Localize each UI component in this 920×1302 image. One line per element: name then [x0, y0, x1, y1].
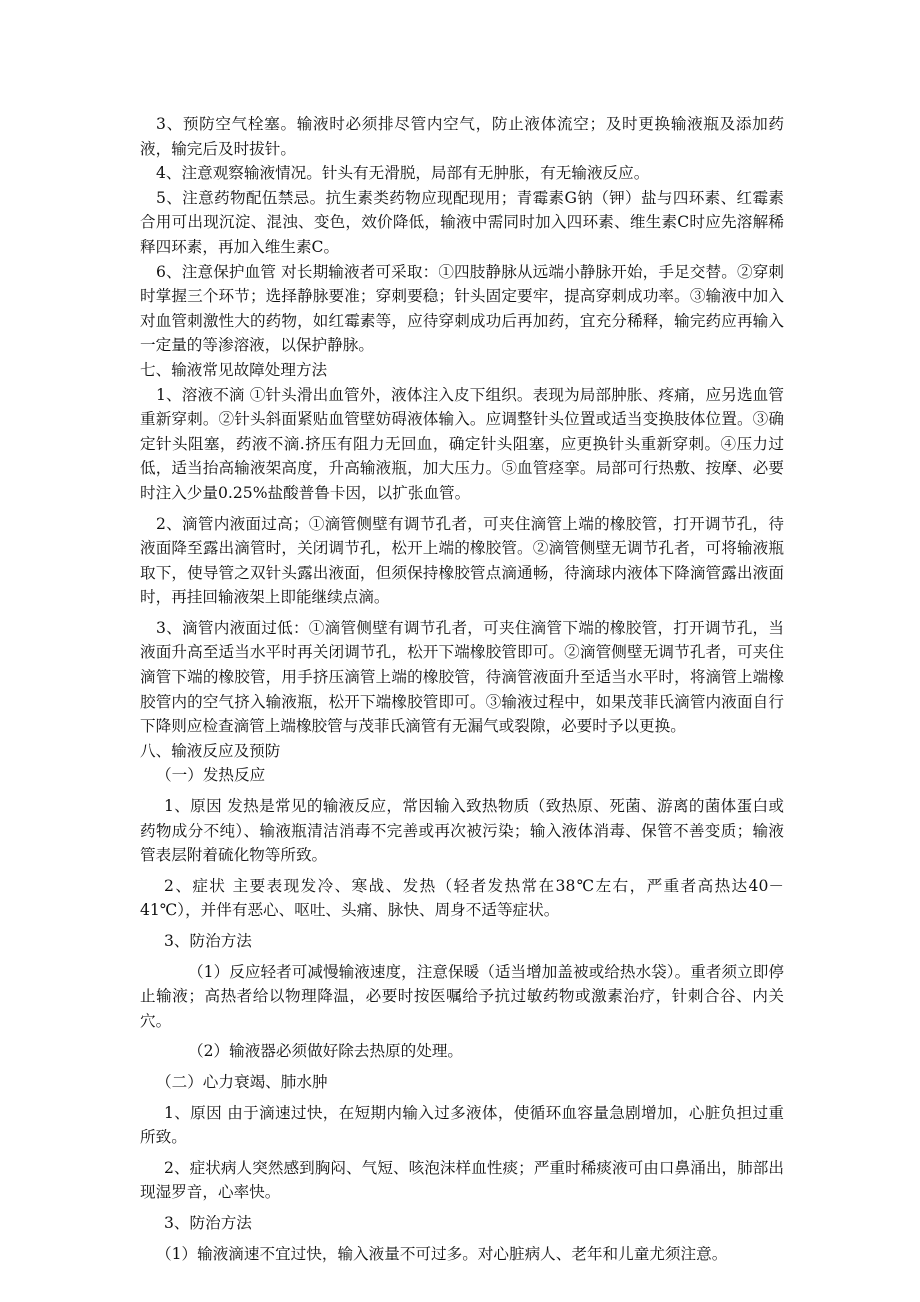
paragraph-heart-failure-symptoms: 2、症状病人突然感到胸闷、气短、咳泡沫样血性痰；严重时稀痰液可由口鼻涌出，肺部出现湿罗音，心率快。: [140, 1158, 784, 1202]
paragraph-no-drip: 1、溶液不滴 ①针头滑出血管外，液体注入皮下组织。表现为局部肿胀、疼痛，应另选血管重新穿刺。②针头斜面紧贴血管壁妨碍液体输入。应调整针头位置或适当变换肢体位置。③确定针头阻塞，药液不滴.挤压有阻力无回血，确定针头阻塞，应更换针头重新穿刺。④压力过低，适当抬高输液架高度，升高输液瓶，加大压力。⑤血管痉挛。局部可行热敷、按摩、必要时注入少量0.25%盐酸普鲁卡因，以扩张血管。: [140, 385, 784, 502]
paragraph-air-embolism: 3、预防空气栓塞。输液时必须排尽管内空气，防止液体流空；及时更换输液瓶及添加药液，输完后及时拔针。: [140, 115, 784, 158]
subheading-heart-failure-treatment: 3、防治方法: [164, 1213, 252, 1232]
paragraph-drug-incompatibility: 5、注意药物配伍禁忌。抗生素类药物应现配现用；青霉素G钠（钾）盐与四环素、红霉素合用可出现沉淀、混浊、变色，效价降低，输液中需同时加入四环素、维生素C时应先溶解稀释四环素，再加入维生素C。: [140, 188, 784, 256]
subheading-heart-failure: （二）心力衰竭、肺水肿: [156, 1072, 328, 1091]
paragraph-fever-cause: 1、原因 发热是常见的输液反应，常因输入致热物质（致热原、死菌、游离的菌体蛋白或药物成分不纯）、输液瓶清洁消毒不完善或再次被污染；输入液体消毒、保管不善变质；输液管表层附着硫化物等所致。: [140, 797, 784, 865]
section-heading-8: 八、输液反应及预防: [140, 741, 281, 760]
paragraph-level-too-low: 3、滴管内液面过低：①滴管侧壁有调节孔者，可夹住滴管下端的橡胶管，打开调节孔，当液面升高至适当水平时再关闭调节孔，松开下端橡胶管即可。②滴管侧壁无调节孔者，可夹住滴管下端的橡胶管，用手挤压滴管上端的橡胶管，待滴管液面升至适当水平时，将滴管上端橡胶管内的空气挤入输液瓶，松开下端橡胶管即可。③输液过程中，如果茂菲氏滴管内液面自行下降则应检查滴管上端橡胶管与茂菲氏滴管有无漏气或裂隙，必要时予以更换。: [140, 618, 784, 736]
paragraph-level-too-high: 2、滴管内液面过高；①滴管侧壁有调节孔者，可夹住滴管上端的橡胶管，打开调节孔，待液面降至露出滴管时，关闭调节孔，松开上端的橡胶管。②滴管侧壁无调节孔者，可将输液瓶取下，使导管之双针头露出液面，但须保持橡胶管点滴通畅，待滴球内液体下降滴管露出液面时，再挂回输液架上即能继续点滴。: [140, 514, 784, 607]
paragraph-fever-treatment-2: （2）输液器必须做好除去热原的处理。: [188, 1042, 464, 1061]
subheading-fever-reaction: （一）发热反应: [156, 766, 266, 785]
subheading-fever-treatment: 3、防治方法: [164, 932, 252, 950]
paragraph-protect-vessels: 6、注意保护血管 对长期输液者可采取：①四肢静脉从远端小静脉开始，手足交替。②穿刺时掌握三个环节；选择静脉要准；穿刺要稳；针头固定要牢，提高穿刺成功率。③输液中加入对血管刺激性大的药物，如红霉素等，应待穿刺成功后再加药，宜充分稀释，输完药应再输入一定量的等渗溶液，以保护静脉。: [140, 262, 784, 355]
paragraph-heart-failure-treatment-1: （1）输液滴速不宜过快，输入液量不可过多。对心脏病人、老年和儿童尤须注意。: [156, 1244, 728, 1263]
paragraph-fever-symptoms: 2、症状 主要表现发冷、寒战、发热（轻者发热常在38℃左右，严重者高热达40－41℃），并伴有恶心、呕吐、头痛、脉快、周身不适等症状。: [140, 876, 784, 920]
paragraph-fever-treatment-1: （1）反应轻者可减慢输液速度，注意保暖（适当增加盖被或给热水袋）。重者须立即停止输液；高热者给以物理降温，必要时按医嘱给予抗过敏药物或激素治疗，针刺合谷、内关穴。: [140, 962, 784, 1030]
paragraph-heart-failure-cause: 1、原因 由于滴速过快，在短期内输入过多液体，使循环血容量急剧增加，心脏负担过重所致。: [140, 1103, 784, 1147]
section-heading-7: 七、输液常见故障处理方法: [140, 360, 328, 379]
paragraph-observe-infusion: 4、注意观察输液情况。针头有无滑脱，局部有无肿胀，有无输液反应。: [156, 164, 650, 183]
